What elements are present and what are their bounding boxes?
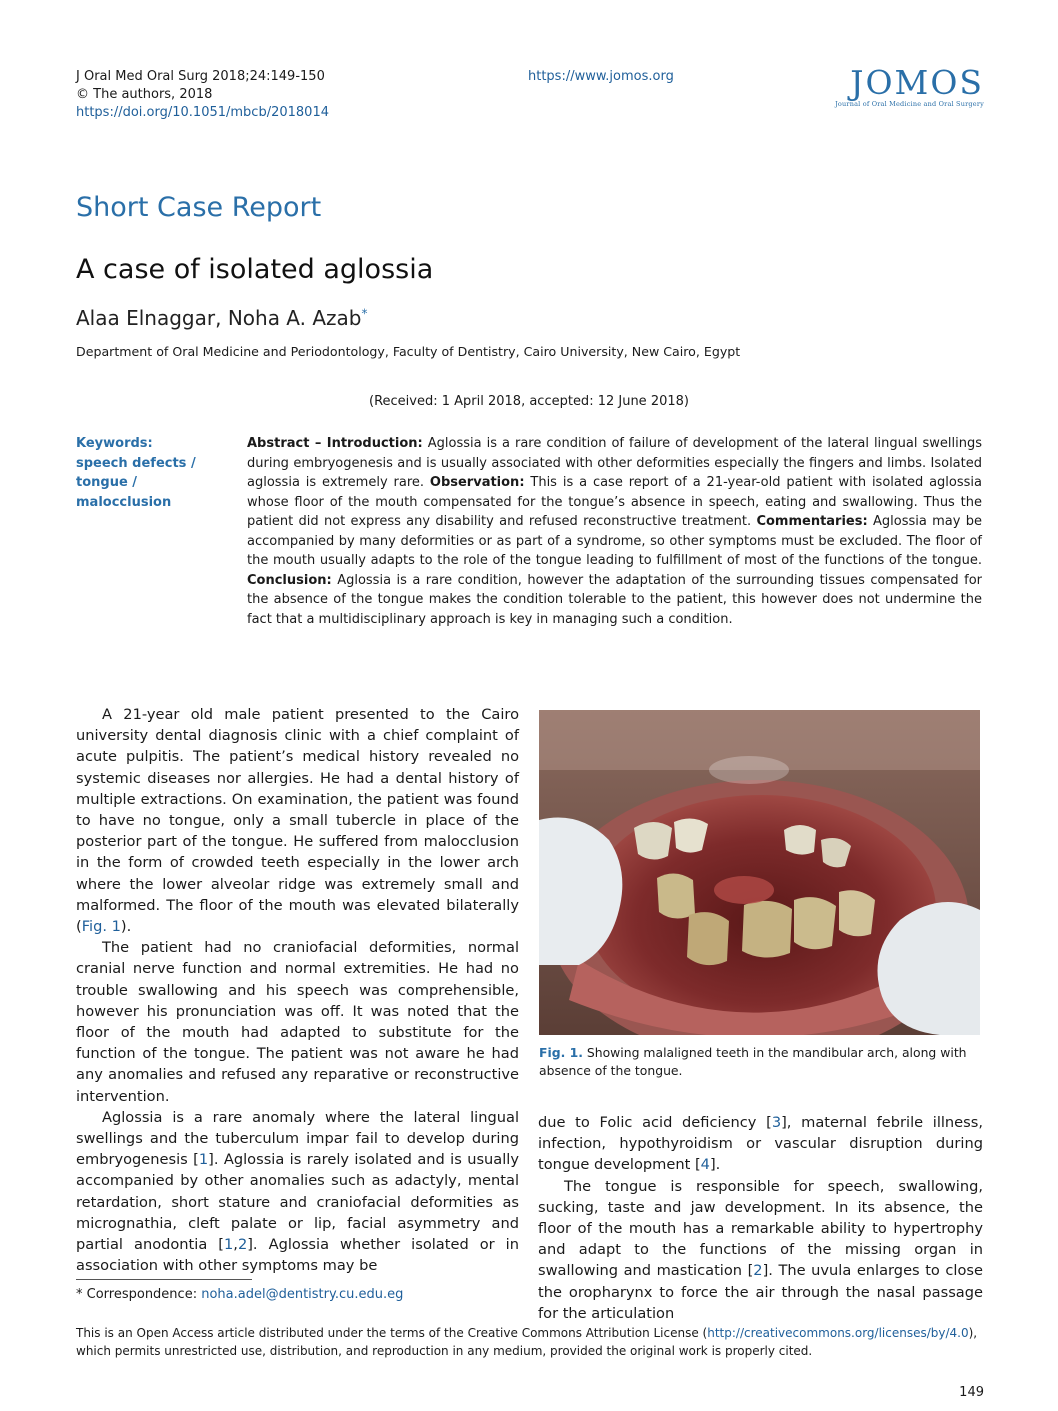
keyword-item: tongue / — [76, 475, 138, 490]
abstract-conclusion: Aglossia is a rare condition, however the adaptation of the surrounding tissues compensated for the absence of the tongue makes the condition tolerable to the patient, this however does not undermine the fact that a multidisciplinary approach is key in managing such a condition. — [247, 572, 982, 627]
body-paragraph — [76, 704, 519, 937]
body-text: A 21-year old male patient presented to the Cairo university dental diagnosis clinic with a chief complaint of acute pulpitis. The patient’s medical history revealed no systemic diseases nor allergies. He had a dental history of multiple extractions. On examination, the patient was found to have no tongue, only a small tubercle in place of the posterior part of the tongue. He suffered from malocclusion in the form of crowded teeth especially in the lower arch where the lower alveolar ridge was extremely small and malformed. The floor of the mouth was elevated bilaterally ( — [76, 706, 519, 936]
figure-label: Fig. 1. — [539, 1045, 583, 1060]
correspondence-mark[interactable]: * — [361, 306, 368, 321]
license-text: ), which permits unrestricted use, distribution, and reproduction in any medium, provided the original work is properly cited. — [76, 1326, 978, 1358]
abstract — [247, 434, 982, 629]
clinical-photo — [539, 710, 980, 1035]
article-title: A case of isolated aglossia — [76, 254, 434, 285]
body-text: ]. The uvula enlarges to close the oropharynx to force the air through the nasal passage for the articulation — [538, 1262, 983, 1322]
license-link[interactable]: http://creativecommons.org/licenses/by/4.0 — [707, 1326, 969, 1340]
figure-caption — [539, 1044, 984, 1080]
logo-subtitle: Journal of Oral Medicine and Oral Surgery — [835, 100, 984, 108]
keyword-item: malocclusion — [76, 494, 172, 510]
keywords-label: Keywords: — [76, 436, 153, 451]
citation-link[interactable]: 2 — [753, 1262, 763, 1280]
open-access-notice — [76, 1324, 986, 1360]
body-text: ]. Aglossia is rarely isolated and is usually accompanied by other anomalies such as adactyly, mental retardation, short stature and craniofacial deformities as micrognathia, cleft palate or lip, facial asymmetry and partial anodontia [ — [76, 1151, 519, 1254]
body-paragraph — [538, 1112, 983, 1176]
citation-link[interactable]: 3 — [771, 1114, 782, 1131]
journal-line: J Oral Med Oral Surg 2018;24:149-150 — [76, 69, 325, 84]
body-text: ]. Aglossia whether isolated or in association with other symptoms may be — [76, 1236, 519, 1275]
authors-text: Alaa Elnaggar, Noha A. Azab — [76, 306, 362, 330]
abstract-commentaries-label: Commentaries: — [756, 514, 868, 529]
figure-ref-link[interactable]: Fig. 1 — [81, 918, 121, 936]
abstract-observation-label: Observation: — [429, 475, 525, 490]
journal-citation — [76, 68, 329, 122]
body-text: Aglossia is a rare anomaly where the lateral lingual swellings and the tuberculum impar fail to develop during embryogenesis [ — [76, 1108, 519, 1169]
body-column-right — [538, 1112, 983, 1324]
keyword-item: speech defects / — [76, 455, 196, 471]
journal-logo — [835, 63, 984, 108]
site-url-link[interactable]: https://www.jomos.org — [528, 69, 674, 84]
correspondence-email-link[interactable]: noha.adel@dentistry.cu.edu.eg — [201, 1287, 404, 1302]
citation-link[interactable]: 2 — [237, 1236, 248, 1254]
body-text: ]. — [709, 1156, 721, 1174]
footnote-divider — [76, 1279, 252, 1280]
affiliation: Department of Oral Medicine and Periodontology, Faculty of Dentistry, Cairo University, New Cairo, Egypt — [76, 344, 741, 359]
correspondence-note — [76, 1287, 403, 1302]
author-list — [76, 306, 367, 330]
keywords-block — [76, 434, 196, 512]
license-text: This is an Open Access article distributed under the terms of the Creative Commons Attribution License ( — [76, 1326, 708, 1340]
body-column-left — [76, 704, 519, 1276]
page-number: 149 — [959, 1385, 984, 1400]
abstract-intro-label: Abstract – Introduction: — [247, 436, 423, 451]
section-label: Short Case Report — [76, 192, 322, 223]
received-dates: (Received: 1 April 2018, accepted: 12 June 2018) — [369, 394, 689, 409]
copyright-line: © The authors, 2018 — [76, 87, 213, 102]
abstract-intro: Aglossia is a rare condition of failure of development of the lateral lingual swellings during embryogenesis and is usually associated with other deformities especially the fingers and limbs. Isolated aglossia is extremely rare. — [247, 436, 982, 490]
abstract-commentaries: Aglossia may be accompanied by many deformities or as part of a syndrome, so other symptoms must be excluded. The floor of the mouth usually adapts to the role of the tongue leading to fulfillment of most of the functions of the tongue. — [247, 514, 982, 568]
doi-link[interactable]: https://doi.org/10.1051/mbcb/2018014 — [76, 105, 329, 120]
mouth-photo-illustration — [539, 710, 980, 1035]
abstract-conclusion-label: Conclusion: — [247, 572, 332, 588]
body-paragraph: The patient had no craniofacial deformities, normal cranial nerve function and normal extremities. He had no trouble swallowing and his speech was comprehensible, however his pronunciation was off. It was noted that the floor of the mouth had adapted to substitute for the function of the tongue. The patient was not aware he had any anomalies and refused any reparative or reconstructive intervention. — [76, 939, 519, 1105]
body-text: The tongue is responsible for speech, swallowing, sucking, taste and jaw development. In its absence, the floor of the mouth has a remarkable ability to hypertrophy and adapt to the functions of the missing organ in swallowing and mastication [ — [538, 1177, 983, 1280]
citation-link[interactable]: 1 — [224, 1236, 234, 1254]
body-paragraph: Aglossia is a rare anomaly where the lateral lingual swellings and the tuberculum impar fail to develop during embryogenesis [1]. Aglossia is rarely isolated and is usually accompanied by other anomalies such as adactyly, mental retardation, short stature and craniofacial deformities as micrognathia, cleft palate or lip, facial asymmetry and partial anodontia [1,2]. Aglossia whether isolated or in association with other symptoms may be — [76, 1108, 519, 1275]
logo-wordmark: JOMOS — [850, 63, 984, 102]
body-text: due to Folic acid deficiency [ — [538, 1114, 772, 1131]
citation-link[interactable]: 1 — [198, 1151, 209, 1169]
body-text: ], maternal febrile illness, infection, hypothyroidism or vascular disruption during tongue development [ — [538, 1114, 984, 1174]
citation-link[interactable]: 4 — [700, 1156, 710, 1174]
abstract-observation: This is a case report of a 21-year-old patient with isolated aglossia whose floor of the mouth compensated for the tongue’s absence in speech, eating and swallowing. Thus the patient did not express any disability and refused reconstructive treatment. — [247, 475, 982, 529]
body-paragraph — [538, 1176, 983, 1324]
body-text: ). — [120, 918, 132, 936]
correspondence-label: * Correspondence: — [76, 1287, 198, 1302]
figure-caption-text: Showing malaligned teeth in the mandibular arch, along with absence of the tongue. — [539, 1045, 967, 1078]
